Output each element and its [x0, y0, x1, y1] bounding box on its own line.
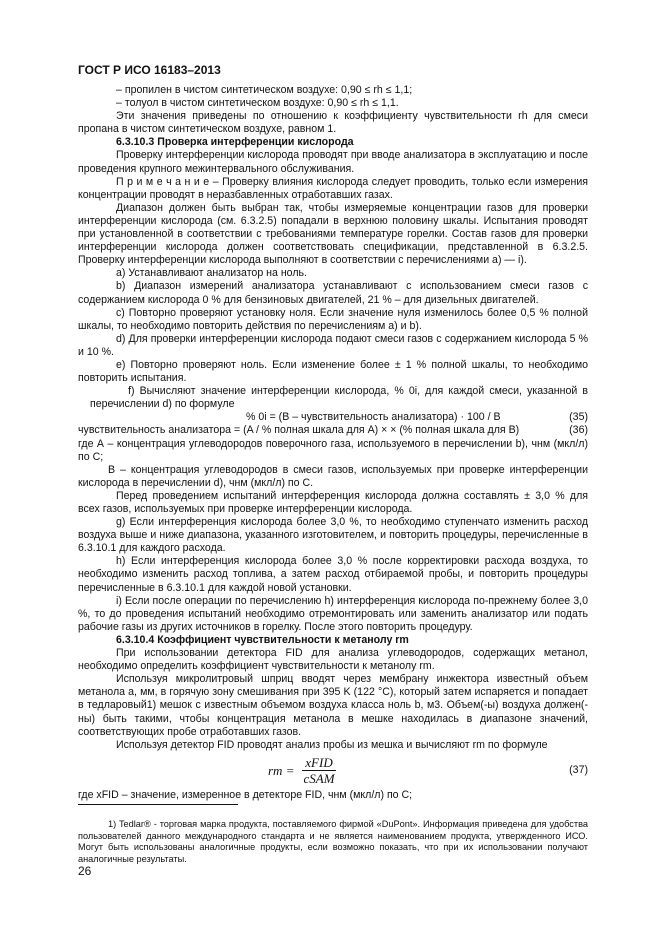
numerator: xFID [302, 756, 335, 771]
section-heading: 6.3.10.3 Проверка интерференции кислорода [116, 136, 354, 149]
footnote-divider [78, 804, 238, 805]
equation-text: % 0i = (B – чувствительность анализатора) · 100 / B [246, 411, 501, 424]
equation-text: чувствительность анализатора = (A / % полная шкала для A) × × (% полная шкала для B) [78, 424, 520, 437]
paragraph: Эти значения приведены по отношению к коэффициенту чувствительности rh для смеси пропана в чистом синтетическом воздухе, равном 1. [78, 110, 588, 136]
paragraph: Диапазон должен быть выбран так, чтобы измеряемые концентрации газов для проверки интерференции кислорода (см. 6.3.2.5) попадали в верхнюю половину шкалы. Испытания проводят при установленной в соответствии с требованиями температуре горелки. Состав газов для проверки интерференции кислорода должен соответствовать спецификации, представленной в 6.3.2.5. Проверку интерференции кислорода выполняют в соответствии с перечислениями а) — i). [78, 201, 588, 267]
paragraph: При использовании детектора FID для анализа углеводородов, содержащих метанол, необходимо определить коэффициент чувствительности к метанолу rm. [78, 647, 588, 673]
list-item: c) Повторно проверяют установку ноля. Если значение нуля изменилось более 0,5 % полной шкалы, то необходимо повторить действия по перечислениям a) и b). [78, 306, 588, 332]
list-item: – толуол в чистом синтетическом воздухе: 0,90 ≤ rh ≤ 1,1. [116, 97, 399, 110]
paragraph: Перед проведением испытаний интерференция кислорода должна составлять ± 3,0 % для всех газов, используемых при проверке интерференции кислорода. [78, 489, 588, 515]
paragraph: где xFID – значение, измеренное в детекторе FID, чнм (мкл/л) по C; [78, 788, 413, 801]
list-item: – пропилен в чистом синтетическом воздухе: 0,90 ≤ rh ≤ 1,1; [116, 84, 413, 96]
paragraph: Используя детектор FID проводят анализ пробы из мешка и вычисляют rm по формуле [116, 738, 548, 751]
equation-37 [78, 756, 588, 785]
document-header: ГОСТ Р ИСО 16183–2013 [78, 63, 221, 77]
equation-36 [78, 424, 588, 437]
fraction [300, 756, 337, 785]
list-item: a) Устанавливают анализатор на ноль. [116, 267, 307, 280]
paragraph: Проверку интерференции кислорода проводят при вводе анализатора в эксплуатацию и после проведения крупного межинтервального обслуживания. [78, 149, 588, 175]
fraction-formula [268, 756, 338, 785]
paragraph: B – концентрация углеводородов в смеси газов, используемых при проверке интерференции кислорода в перечислении d), чнм (мкл/л) по С. [78, 463, 588, 489]
list-item: d) Для проверки интерференции кислорода подают смеси газов с содержанием кислорода 5 % и 10 %. [78, 332, 588, 358]
list-item: b) Диапазон измерений анализатора устанавливают с использованием смеси газов с содержанием кислорода 0 % для бензиновых двигателей, 21 % – для дизельных двигателей. [78, 280, 588, 306]
list-item: e) Повторно проверяют ноль. Если изменение более ± 1 % полной шкалы, то необходимо повторить испытания. [78, 358, 588, 385]
paragraph: где А – концентрация углеводородов поверочного газа, используемого в перечислении b), чнм (мкл/л) по C; [78, 437, 588, 463]
note: П р и м е ч а н и е – Проверку влияния кислорода следует проводить, только если измерения концентрации проводят в неразбавленных отработавших газах. [78, 175, 588, 201]
equation-number: (37) [569, 763, 588, 776]
list-item: f) Вычисляют значение интерференции кислорода, % 0i, для каждой смеси, указанной в перечислении d) по формуле [90, 385, 588, 411]
page-body [78, 84, 588, 802]
page-number: 26 [78, 864, 92, 878]
denominator: cSAM [303, 770, 335, 786]
list-item: h) Если интерференция кислорода более 3,0 % после корректировки расхода воздуха, то необходимо изменить расход топлива, а затем расход отбираемой пробы, и повторить процедуры перечисленные в 6.3.10.1 для каждой новой установки. [78, 555, 588, 594]
equation-35 [78, 411, 588, 424]
equation-number: (36) [569, 424, 588, 437]
formula-lhs: rm = [268, 762, 295, 778]
list-item: g) Если интерференция кислорода более 3,0 %, то необходимо ступенчато изменить расход воздуха выше и ниже диапазона, указанного изготовителем, и повторить процедуры, перечисленные в 6.3.10.1 для каждого расхода. [78, 516, 588, 555]
paragraph: Используя микролитровый шприц вводят через мембрану инжектора известный объем метанола a, мм, в горячую зону смешивания при 395 K (122 °C), который затем испаряется и попадает в тедларовый1) мешок с известным объемом воздуха класса ноль b, м3. Объем(-ы) воздуха должен(-ны) быть такими, чтобы концентрация метанола в мешке находилась в диапазоне значений, соответствующих пробе отработавших газов. [78, 673, 588, 738]
footnote: 1) Tedlar® - торговая марка продукта, поставляемого фирмой «DuPont». Информация приведена для удобства пользователей данного международного стандарта и не является наименованием продукта, утвержденного ИСО. Могут быть использованы аналогичные продукты, если возможно показать, что при их использовании получают аналогичные результаты. [78, 819, 588, 864]
section-heading: 6.3.10.4 Коэффициент чувствительности к метанолу rm [116, 633, 409, 646]
list-item: i) Если после операции по перечислению h) интерференция кислорода по-прежнему более 3,0 %, то до проведения испытаний необходимо отремонтировать или заменить анализатор или подать рабочие газы из других источников в горелку. После этого повторить процедуру. [78, 594, 588, 633]
equation-number: (35) [569, 411, 588, 424]
